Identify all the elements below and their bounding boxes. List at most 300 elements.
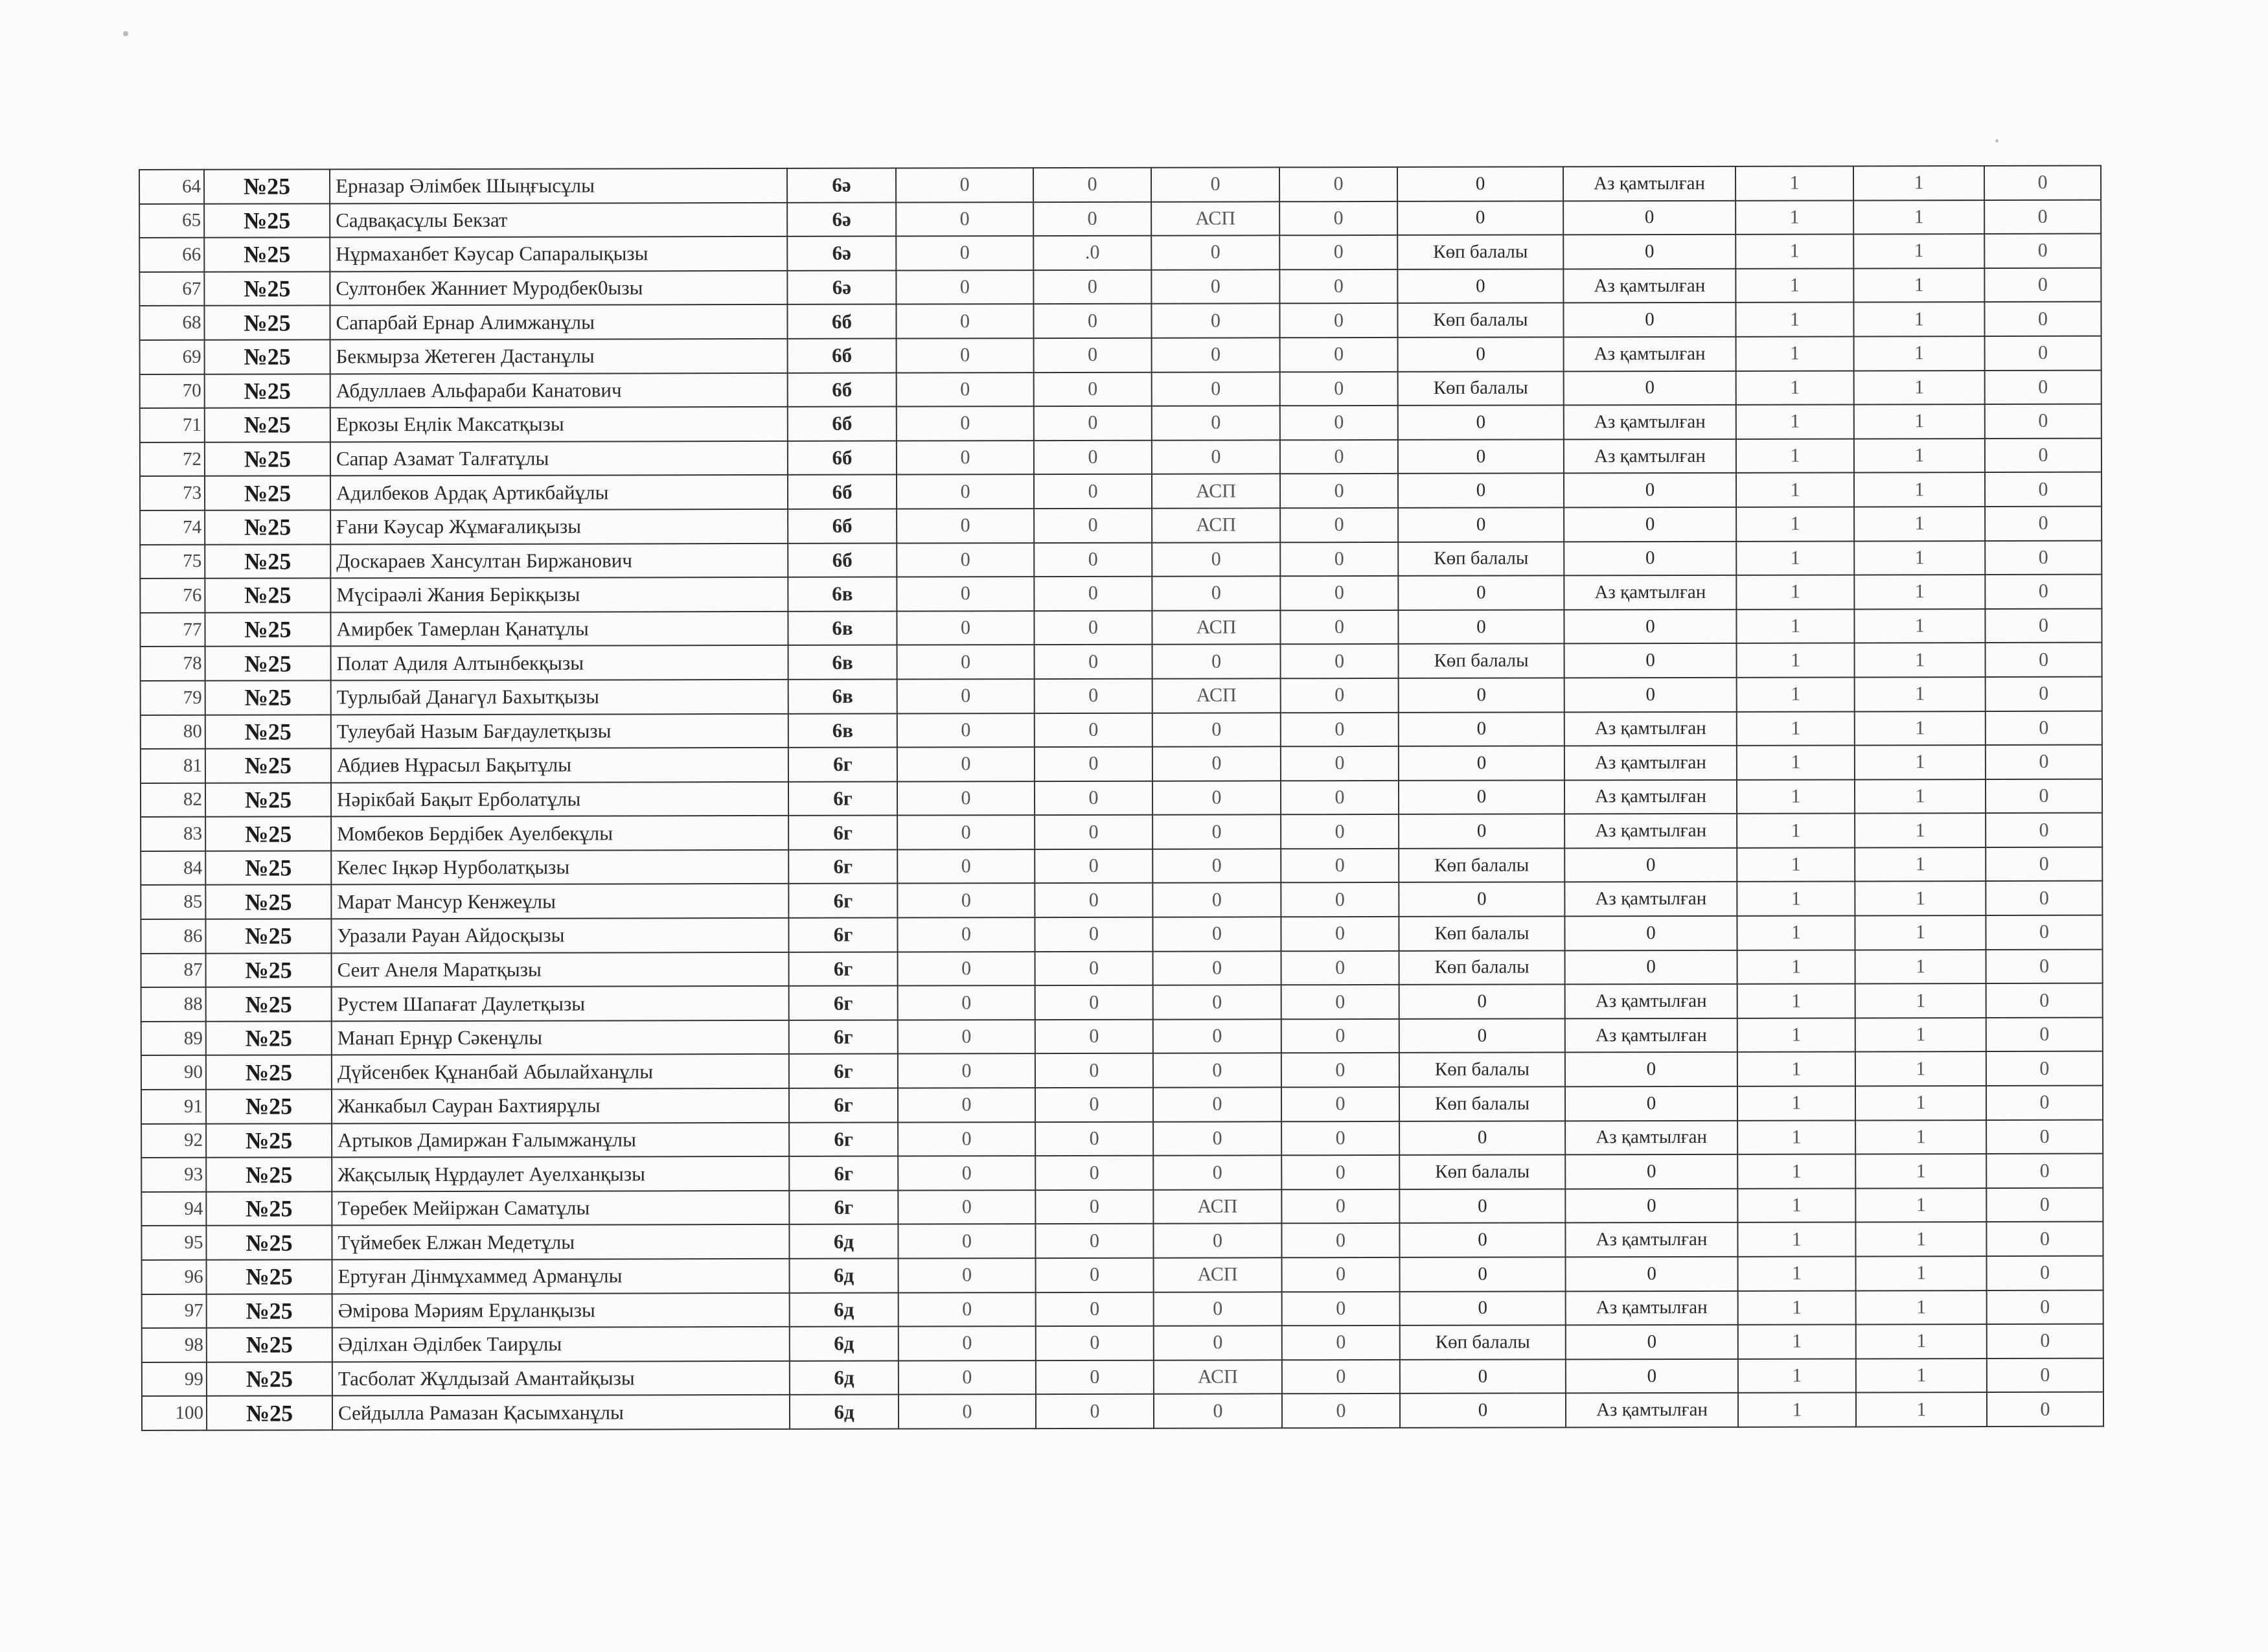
- value-cell-3: 0: [1152, 883, 1281, 917]
- student-name-cell: Нәрікбай Бақыт Ерболатұлы: [331, 782, 788, 817]
- value-cell-4: 0: [1281, 1087, 1399, 1121]
- value-cell-1: 0: [898, 1020, 1035, 1054]
- status-cell-2: 0: [1564, 507, 1736, 542]
- value-cell-9: 0: [1986, 813, 2102, 847]
- value-cell-4: 0: [1279, 167, 1397, 201]
- value-cell-3: 0: [1152, 815, 1281, 849]
- value-cell-7: 1: [1738, 1256, 1856, 1291]
- school-cell: №25: [205, 748, 331, 783]
- value-cell-3: 0: [1154, 1325, 1282, 1360]
- status-cell-2: 0: [1563, 200, 1735, 235]
- value-cell-3: 0: [1152, 542, 1280, 577]
- value-cell-1: 0: [897, 884, 1035, 918]
- status-cell-1: 0: [1400, 1394, 1566, 1428]
- value-cell-2: 0: [1035, 815, 1152, 849]
- row-number-cell: 74: [140, 511, 205, 545]
- status-cell-2: Аз қамтылған: [1565, 1120, 1737, 1154]
- value-cell-8: 1: [1855, 1018, 1986, 1052]
- value-cell-3: 0: [1152, 576, 1280, 610]
- student-name-cell: Артыков Дамиржан Ғалымжанұлы: [332, 1123, 789, 1158]
- value-cell-2: 0: [1035, 1088, 1153, 1122]
- value-cell-3: 0: [1153, 1053, 1281, 1088]
- value-cell-7: 1: [1737, 950, 1855, 984]
- value-cell-3: 0: [1153, 1156, 1281, 1190]
- value-cell-7: 1: [1737, 1086, 1855, 1120]
- status-cell-2: 0: [1566, 1359, 1738, 1394]
- value-cell-1: 0: [898, 1122, 1035, 1156]
- status-cell-1: 0: [1398, 576, 1564, 610]
- value-cell-2: 0: [1035, 883, 1152, 917]
- value-cell-8: 1: [1854, 575, 1985, 609]
- value-cell-3: АСП: [1153, 1189, 1281, 1224]
- row-number-cell: 85: [141, 885, 205, 919]
- row-number-cell: 90: [141, 1055, 206, 1090]
- value-cell-3: 0: [1152, 917, 1281, 951]
- value-cell-9: 0: [1986, 677, 2102, 711]
- class-cell: 6д: [790, 1292, 899, 1327]
- value-cell-7: 1: [1736, 541, 1854, 575]
- status-cell-2: 0: [1564, 610, 1736, 644]
- school-cell: №25: [205, 919, 331, 953]
- student-name-cell: Адилбеков Ардақ Артикбайұлы: [330, 475, 788, 510]
- value-cell-8: 1: [1854, 371, 1985, 405]
- status-cell-1: Көп балалы: [1400, 1325, 1566, 1360]
- table-row: [140, 472, 2102, 511]
- status-cell-2: Аз қамтылған: [1564, 405, 1736, 439]
- class-cell: 6в: [788, 611, 897, 645]
- value-cell-8: 1: [1855, 1051, 1986, 1086]
- value-cell-7: 1: [1737, 814, 1855, 848]
- student-name-cell: Түймебек Елжан Медетұлы: [332, 1224, 789, 1259]
- value-cell-9: 0: [1985, 472, 2102, 507]
- table-row: [141, 711, 2102, 749]
- table-row: [139, 302, 2101, 340]
- table-row: [142, 1256, 2103, 1294]
- value-cell-1: 0: [898, 1224, 1035, 1259]
- status-cell-1: 0: [1399, 780, 1564, 814]
- school-cell: №25: [205, 817, 331, 851]
- value-cell-2: 0: [1035, 1053, 1153, 1088]
- row-number-cell: 73: [140, 476, 205, 511]
- class-cell: 6д: [790, 1395, 899, 1429]
- value-cell-8: 1: [1854, 472, 1985, 507]
- status-cell-2: 0: [1565, 1154, 1737, 1189]
- value-cell-1: 0: [897, 543, 1034, 577]
- status-cell-2: Аз қамтылған: [1564, 814, 1737, 848]
- value-cell-9: 0: [1984, 268, 2101, 302]
- value-cell-2: 0: [1034, 542, 1152, 577]
- value-cell-1: 0: [896, 202, 1033, 236]
- value-cell-3: 0: [1152, 406, 1280, 440]
- value-cell-7: 1: [1737, 1154, 1855, 1189]
- class-cell: 6б: [788, 407, 897, 441]
- student-name-cell: Сейдылла Рамазан Қасымханұлы: [332, 1395, 790, 1430]
- value-cell-2: 0: [1033, 201, 1151, 236]
- status-cell-1: 0: [1400, 1359, 1566, 1394]
- value-cell-1: 0: [897, 406, 1034, 441]
- value-cell-8: 1: [1854, 609, 1985, 643]
- value-cell-8: 1: [1855, 1222, 1986, 1256]
- status-cell-2: 0: [1563, 303, 1735, 337]
- status-cell-2: 0: [1565, 1086, 1737, 1121]
- value-cell-9: 0: [1986, 643, 2102, 677]
- status-cell-2: 0: [1565, 1052, 1737, 1086]
- value-cell-9: 0: [1986, 1086, 2103, 1120]
- status-cell-1: Көп балалы: [1398, 542, 1564, 576]
- value-cell-2: 0: [1035, 1190, 1153, 1224]
- value-cell-3: 0: [1151, 304, 1279, 338]
- value-cell-4: 0: [1280, 371, 1398, 406]
- status-cell-1: 0: [1398, 406, 1564, 440]
- status-cell-2: Аз қамтылған: [1564, 711, 1737, 746]
- row-number-cell: 98: [142, 1328, 207, 1362]
- row-number-cell: 67: [139, 272, 204, 306]
- row-number-cell: 94: [141, 1192, 206, 1226]
- status-cell-1: 0: [1397, 166, 1563, 201]
- table-row: [141, 1154, 2103, 1192]
- student-name-cell: Абдиев Нұрасыл Бақытұлы: [331, 748, 788, 783]
- status-cell-1: Көп балалы: [1398, 371, 1564, 406]
- school-cell: №25: [205, 647, 331, 681]
- student-name-cell: Дүйсенбек Құнанбай Абылайханұлы: [332, 1054, 789, 1089]
- student-name-cell: Доскараев Хансултан Биржанович: [330, 543, 788, 578]
- table-row: [141, 915, 2102, 954]
- status-cell-2: Аз қамтылған: [1564, 439, 1736, 474]
- value-cell-9: 0: [1986, 1119, 2103, 1154]
- row-number-cell: 97: [142, 1294, 207, 1328]
- value-cell-2: 0: [1034, 610, 1152, 645]
- status-cell-2: Аз қамтылған: [1564, 780, 1737, 814]
- school-cell: №25: [206, 1158, 332, 1192]
- table-row: [141, 1119, 2103, 1158]
- value-cell-3: 0: [1151, 235, 1279, 270]
- status-cell-2: 0: [1564, 678, 1737, 712]
- value-cell-3: 0: [1152, 746, 1281, 781]
- school-cell: №25: [205, 885, 331, 919]
- row-number-cell: 64: [139, 170, 204, 204]
- value-cell-9: 0: [1986, 847, 2102, 882]
- value-cell-1: 0: [897, 645, 1035, 679]
- student-name-cell: Садвақасұлы Бекзат: [330, 202, 787, 237]
- student-table-body: [139, 166, 2103, 1430]
- value-cell-8: 1: [1853, 234, 1984, 268]
- row-number-cell: 77: [140, 613, 205, 647]
- status-cell-1: Көп балалы: [1399, 1053, 1565, 1087]
- student-name-cell: Келес Іңкәр Нурболатқызы: [331, 850, 788, 885]
- status-cell-2: 0: [1564, 541, 1736, 575]
- value-cell-7: 1: [1735, 303, 1853, 337]
- row-number-cell: 89: [141, 1022, 206, 1056]
- table-row: [141, 1017, 2103, 1055]
- status-cell-1: 0: [1399, 1223, 1565, 1257]
- value-cell-2: 0: [1035, 1224, 1153, 1258]
- value-cell-3: 0: [1152, 713, 1281, 747]
- value-cell-3: 0: [1152, 440, 1280, 474]
- school-cell: №25: [205, 851, 331, 885]
- value-cell-3: АСП: [1152, 508, 1280, 542]
- value-cell-2: 0: [1034, 509, 1152, 543]
- class-cell: 6г: [789, 952, 898, 986]
- value-cell-4: 0: [1281, 917, 1399, 951]
- value-cell-8: 1: [1853, 166, 1984, 200]
- value-cell-1: 0: [897, 338, 1034, 373]
- value-cell-9: 0: [1986, 881, 2102, 915]
- student-name-cell: Сеит Анеля Маратқызы: [332, 952, 789, 987]
- status-cell-1: 0: [1399, 746, 1564, 780]
- school-cell: №25: [206, 987, 332, 1022]
- student-name-cell: Сапарбай Ернар Алимжанұлы: [330, 304, 787, 339]
- value-cell-7: 1: [1736, 609, 1854, 643]
- scan-speck: [1995, 139, 1999, 143]
- class-cell: 6г: [789, 1054, 898, 1088]
- value-cell-9: 0: [1986, 1051, 2103, 1086]
- value-cell-9: 0: [1986, 711, 2102, 745]
- class-cell: 6в: [788, 679, 897, 713]
- status-cell-1: 0: [1399, 1121, 1565, 1155]
- status-cell-2: 0: [1566, 1257, 1738, 1291]
- status-cell-1: 0: [1399, 985, 1565, 1019]
- value-cell-9: 0: [1986, 745, 2102, 779]
- value-cell-8: 1: [1856, 1291, 1987, 1325]
- value-cell-1: 0: [899, 1258, 1036, 1292]
- table-row: [140, 507, 2102, 545]
- class-cell: 6д: [790, 1259, 899, 1293]
- status-cell-1: Көп балалы: [1399, 644, 1564, 678]
- value-cell-1: 0: [898, 1054, 1035, 1088]
- value-cell-1: 0: [897, 441, 1034, 475]
- status-cell-1: 0: [1399, 712, 1564, 746]
- value-cell-4: 0: [1281, 1019, 1399, 1053]
- table-row: [140, 608, 2102, 647]
- student-name-cell: Султонбек Жанниет Муродбек0ызы: [330, 271, 787, 306]
- student-name-cell: Турлыбай Данагүл Бахытқызы: [331, 680, 788, 715]
- value-cell-2: 0: [1035, 1121, 1153, 1156]
- value-cell-7: 1: [1737, 916, 1855, 950]
- school-cell: №25: [204, 203, 330, 238]
- value-cell-4: 0: [1281, 1223, 1399, 1257]
- value-cell-3: АСП: [1152, 610, 1280, 645]
- value-cell-1: 0: [899, 1326, 1036, 1360]
- school-cell: №25: [206, 1226, 332, 1260]
- row-number-cell: 70: [140, 374, 205, 408]
- table-row: [140, 336, 2102, 374]
- value-cell-4: 0: [1281, 814, 1399, 849]
- value-cell-7: 1: [1737, 711, 1855, 746]
- row-number-cell: 82: [141, 783, 205, 817]
- school-cell: №25: [207, 1328, 332, 1362]
- value-cell-4: 0: [1282, 1257, 1400, 1292]
- value-cell-3: 0: [1152, 645, 1281, 679]
- row-number-cell: 72: [140, 442, 205, 477]
- value-cell-3: 0: [1153, 985, 1281, 1020]
- value-cell-9: 0: [1986, 1154, 2103, 1188]
- status-cell-1: 0: [1398, 474, 1564, 508]
- student-name-cell: Амирбек Тамерлан Қанатұлы: [330, 612, 788, 647]
- value-cell-2: 0: [1035, 747, 1152, 781]
- class-cell: 6ә: [787, 202, 896, 236]
- value-cell-4: 0: [1281, 849, 1399, 883]
- value-cell-7: 1: [1737, 1120, 1855, 1154]
- value-cell-7: 1: [1737, 677, 1855, 711]
- value-cell-9: 0: [1985, 575, 2102, 609]
- value-cell-4: 0: [1280, 508, 1398, 542]
- row-number-cell: 93: [141, 1158, 206, 1192]
- value-cell-3: 0: [1153, 1224, 1281, 1258]
- class-cell: 6г: [789, 986, 898, 1020]
- value-cell-9: 0: [1985, 438, 2102, 472]
- school-cell: №25: [205, 715, 331, 749]
- school-cell: №25: [205, 476, 330, 511]
- value-cell-8: 1: [1855, 677, 1986, 711]
- value-cell-3: 0: [1152, 372, 1280, 406]
- status-cell-1: 0: [1400, 1291, 1566, 1325]
- table-row: [141, 1222, 2103, 1260]
- value-cell-4: 0: [1279, 303, 1397, 338]
- value-cell-4: 0: [1279, 270, 1397, 304]
- value-cell-9: 0: [1986, 779, 2102, 813]
- student-name-cell: Момбеков Бердібек Ауелбекұлы: [331, 816, 788, 851]
- value-cell-9: 0: [1986, 949, 2103, 983]
- student-name-cell: Марат Мансур Кенжеұлы: [331, 884, 788, 919]
- class-cell: 6б: [788, 543, 897, 577]
- value-cell-4: 0: [1279, 201, 1397, 236]
- status-cell-2: Аз қамтылған: [1563, 269, 1735, 303]
- class-cell: 6г: [789, 1190, 898, 1224]
- value-cell-2: 0: [1034, 440, 1152, 474]
- value-cell-9: 0: [1985, 370, 2102, 404]
- value-cell-1: 0: [896, 304, 1033, 338]
- value-cell-9: 0: [1984, 200, 2101, 234]
- school-cell: №25: [205, 374, 330, 408]
- value-cell-4: 0: [1279, 235, 1397, 270]
- value-cell-2: 0: [1034, 338, 1152, 373]
- value-cell-7: 1: [1736, 336, 1854, 371]
- value-cell-8: 1: [1853, 302, 1984, 336]
- value-cell-3: АСП: [1154, 1257, 1282, 1292]
- status-cell-2: Аз қамтылған: [1564, 575, 1736, 610]
- school-cell: №25: [205, 442, 330, 476]
- status-cell-1: Көп балалы: [1399, 848, 1564, 882]
- row-number-cell: 96: [142, 1260, 207, 1294]
- table-row: [139, 268, 2101, 306]
- value-cell-4: 0: [1281, 1189, 1399, 1224]
- school-cell: №25: [206, 1089, 332, 1123]
- value-cell-8: 1: [1855, 1086, 1986, 1120]
- status-cell-1: Көп балалы: [1397, 303, 1563, 338]
- status-cell-1: 0: [1399, 678, 1564, 712]
- value-cell-9: 0: [1987, 1358, 2103, 1392]
- value-cell-7: 1: [1737, 1222, 1855, 1257]
- value-cell-7: 1: [1735, 166, 1853, 200]
- scan-speck: [123, 31, 128, 36]
- value-cell-1: 0: [897, 509, 1034, 543]
- row-number-cell: 84: [141, 851, 205, 886]
- student-name-cell: Тулеубай Назым Бағдаулетқызы: [331, 713, 788, 748]
- value-cell-4: 0: [1280, 338, 1398, 372]
- school-cell: №25: [206, 1021, 332, 1055]
- status-cell-1: 0: [1398, 439, 1564, 474]
- class-cell: 6г: [788, 816, 897, 850]
- student-name-cell: Еркозы Еңлік Максатқызы: [330, 407, 788, 442]
- class-cell: 6в: [788, 645, 897, 680]
- class-cell: 6г: [788, 781, 897, 816]
- table-row: [140, 540, 2102, 579]
- value-cell-9: 0: [1984, 234, 2101, 268]
- value-cell-2: 0: [1035, 1156, 1153, 1190]
- row-number-cell: 65: [139, 203, 204, 238]
- status-cell-2: 0: [1564, 916, 1737, 950]
- school-cell: №25: [205, 783, 331, 817]
- value-cell-9: 0: [1986, 1017, 2103, 1051]
- status-cell-2: Аз қамтылған: [1565, 1018, 1737, 1053]
- row-number-cell: 95: [141, 1226, 206, 1260]
- value-cell-3: 0: [1152, 338, 1280, 372]
- value-cell-7: 1: [1737, 1052, 1855, 1086]
- table-row: [142, 1358, 2103, 1396]
- value-cell-8: 1: [1855, 915, 1986, 950]
- table-row: [141, 881, 2102, 919]
- value-cell-1: 0: [897, 577, 1034, 611]
- value-cell-9: 0: [1987, 1324, 2103, 1359]
- value-cell-7: 1: [1735, 268, 1853, 303]
- value-cell-8: 1: [1854, 507, 1985, 541]
- value-cell-3: 0: [1152, 781, 1281, 815]
- row-number-cell: 76: [140, 579, 205, 613]
- value-cell-3: АСП: [1154, 1360, 1282, 1394]
- school-cell: №25: [206, 953, 332, 987]
- status-cell-2: 0: [1564, 473, 1736, 507]
- student-name-cell: Жақсылық Нұрдаулет Ауелханқызы: [332, 1156, 789, 1191]
- school-cell: №25: [206, 1055, 332, 1090]
- table-row: [141, 1187, 2103, 1226]
- student-name-cell: Рустем Шапағат Даулетқызы: [332, 986, 789, 1021]
- table-row: [140, 438, 2102, 476]
- status-cell-2: 0: [1563, 235, 1735, 269]
- class-cell: 6г: [789, 1122, 898, 1156]
- status-cell-2: Аз қамтылған: [1564, 746, 1737, 780]
- table-row: [142, 1290, 2103, 1328]
- class-cell: 6в: [788, 577, 897, 612]
- student-name-cell: Нұрмаханбет Кәусар Сапаралықызы: [330, 236, 787, 271]
- status-cell-1: Көп балалы: [1399, 916, 1564, 950]
- class-cell: 6б: [788, 339, 897, 373]
- value-cell-2: 0: [1034, 577, 1152, 611]
- status-cell-1: 0: [1397, 269, 1563, 303]
- table-row: [141, 643, 2102, 681]
- value-cell-2: 0: [1035, 951, 1153, 985]
- table-row: [139, 200, 2101, 238]
- table-row: [141, 677, 2102, 715]
- value-cell-1: 0: [898, 952, 1035, 986]
- value-cell-1: 0: [897, 815, 1035, 849]
- value-cell-8: 1: [1856, 1359, 1987, 1393]
- value-cell-1: 0: [899, 1360, 1036, 1395]
- value-cell-9: 0: [1986, 1187, 2103, 1222]
- student-name-cell: Ғани Кәусар Жұмағалиқызы: [330, 509, 788, 544]
- value-cell-8: 1: [1854, 439, 1985, 473]
- value-cell-4: 0: [1281, 1053, 1399, 1087]
- school-cell: №25: [207, 1259, 332, 1294]
- value-cell-7: 1: [1736, 371, 1854, 405]
- value-cell-8: 1: [1854, 541, 1985, 575]
- status-cell-1: Көп балалы: [1399, 950, 1565, 985]
- value-cell-2: 0: [1034, 474, 1152, 509]
- status-cell-2: 0: [1565, 950, 1737, 984]
- class-cell: 6б: [788, 441, 897, 475]
- value-cell-9: 0: [1984, 166, 2101, 200]
- value-cell-1: 0: [897, 849, 1035, 884]
- table-row: [141, 813, 2102, 851]
